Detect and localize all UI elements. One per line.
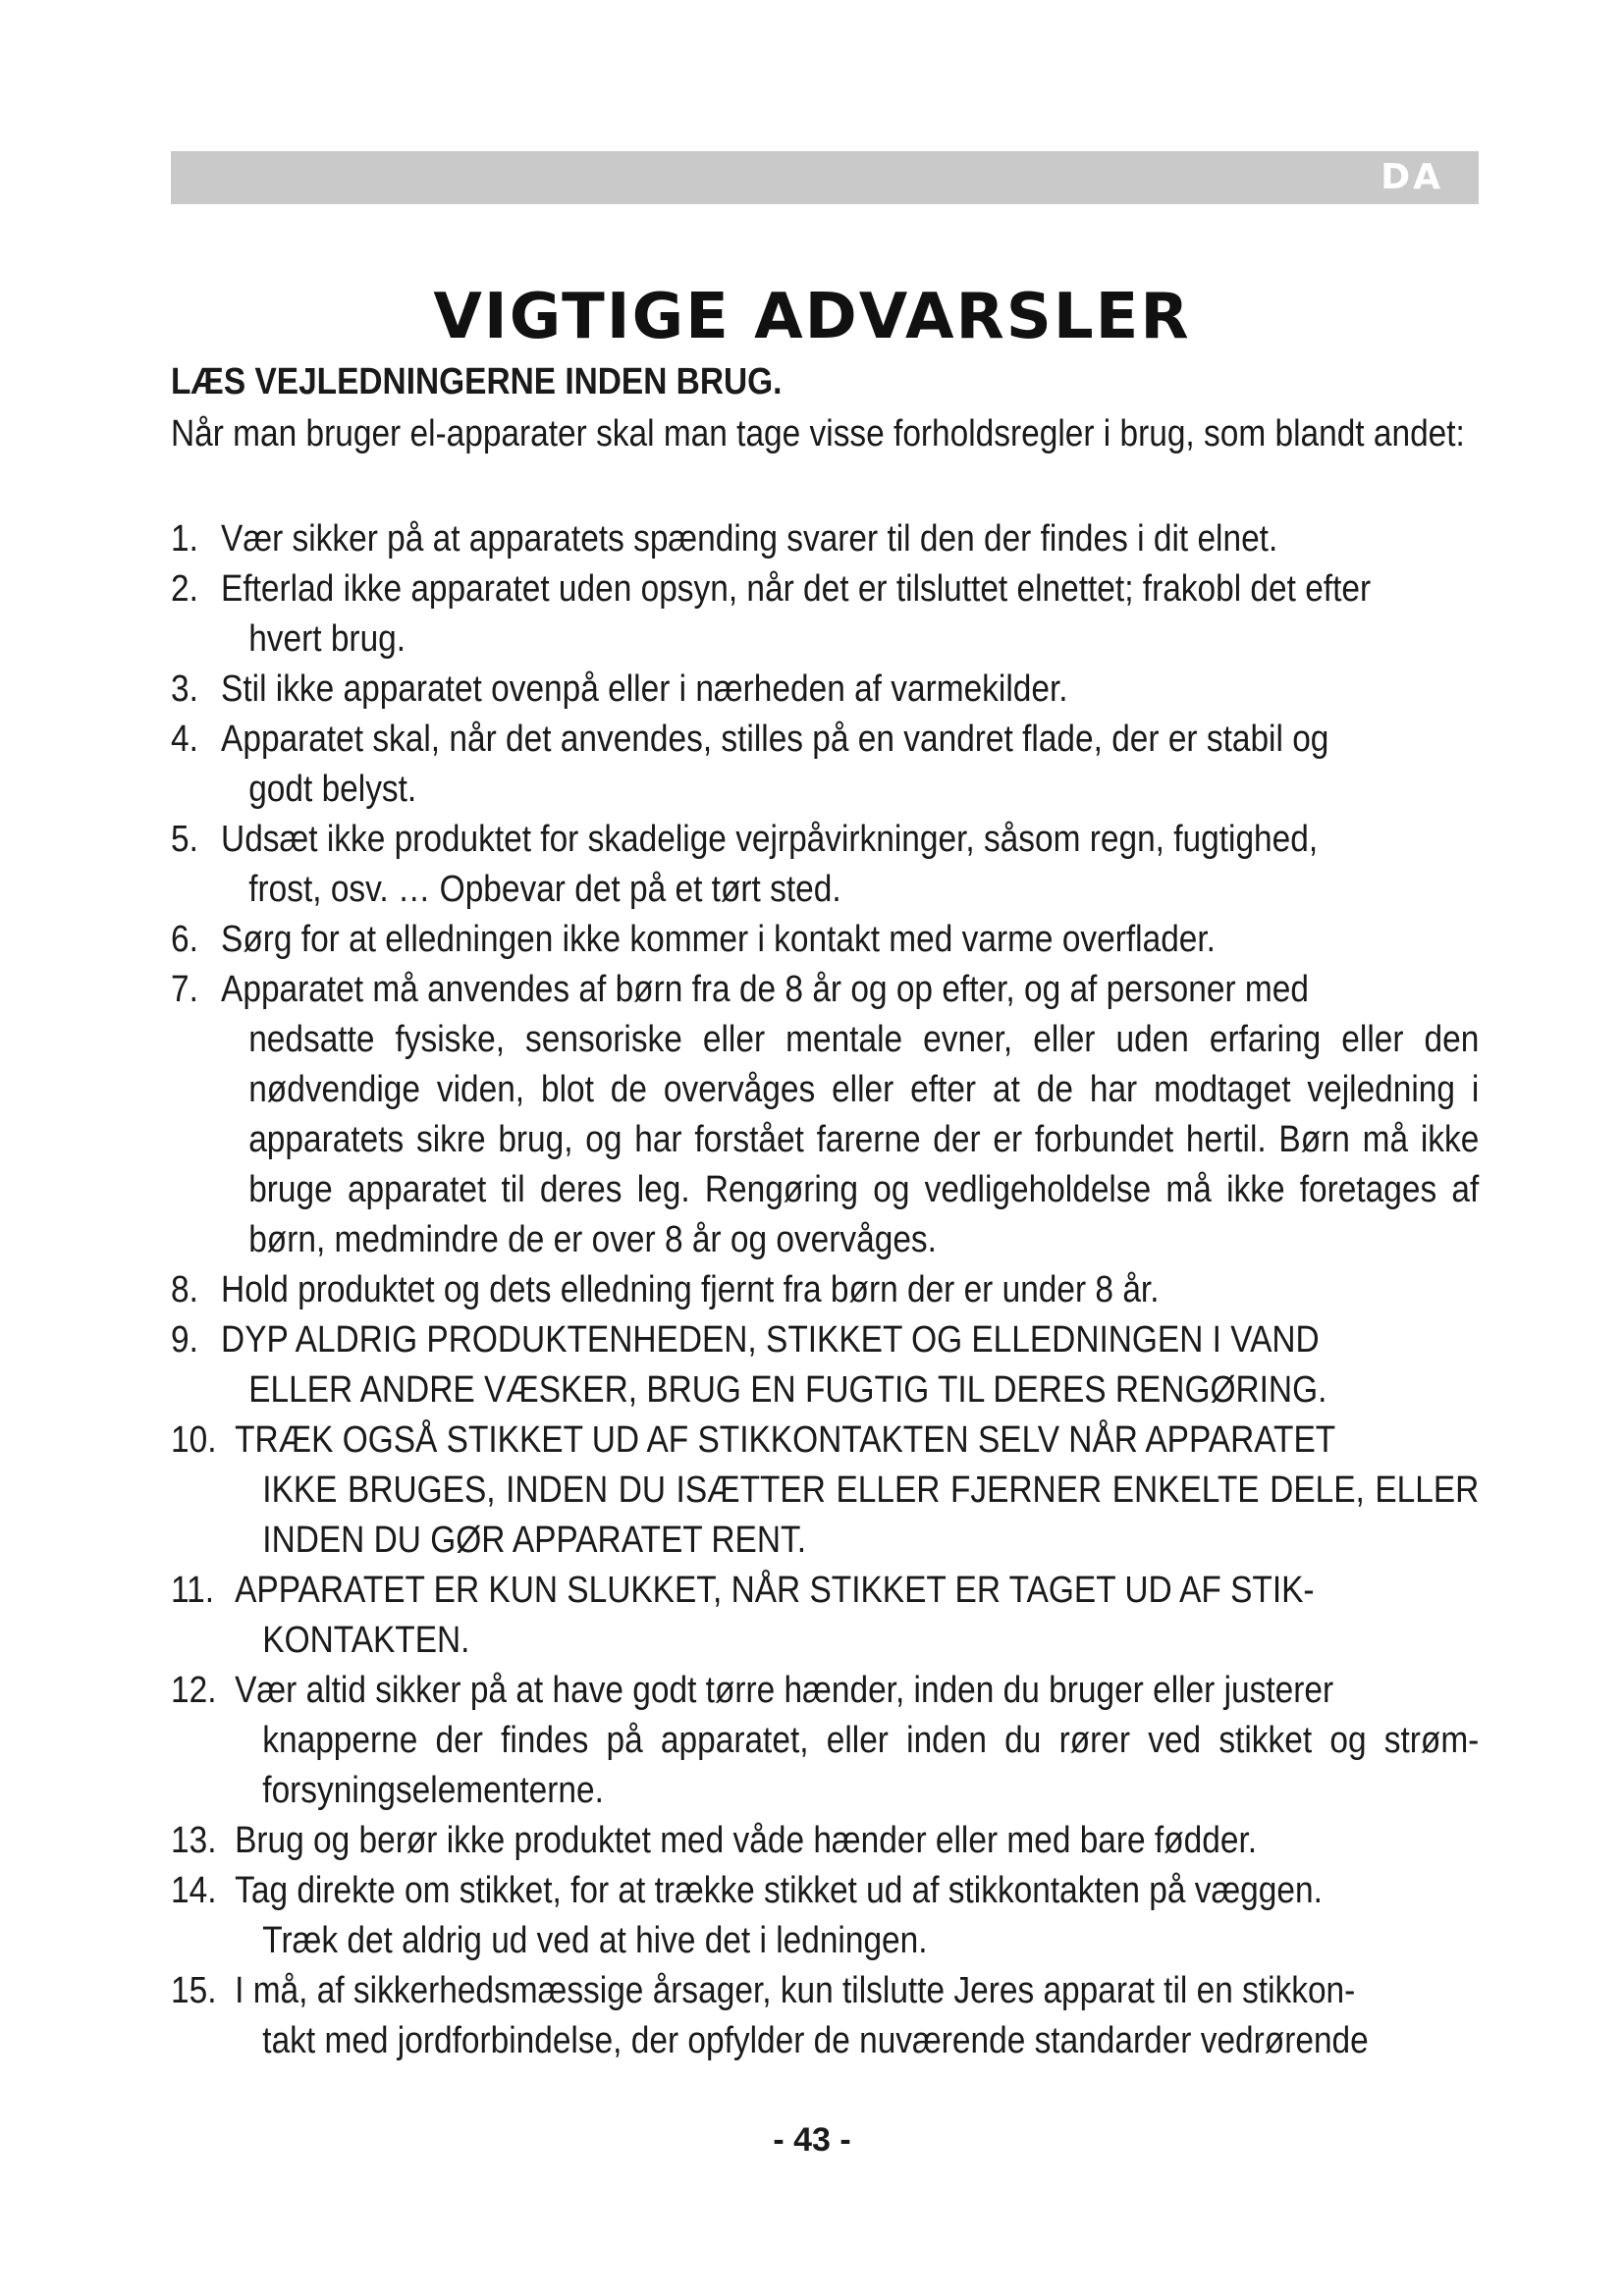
item-text: I må, af sikkerhedsmæssige årsager, kun tilslutte Jeres apparat til en stikkon- — [235, 1970, 1356, 2011]
list-item — [171, 514, 1479, 564]
item-text: Apparatet skal, når det anvendes, stilles på en vandret flade, der er stabil og — [221, 719, 1329, 760]
item-number: 10. — [171, 1419, 217, 1461]
page-title: VIGTIGE ADVARSLER — [433, 280, 1191, 353]
item-number: 9. — [171, 1319, 198, 1361]
item-number: 15. — [171, 1970, 217, 2011]
item-text: Vær altid sikker på at have godt tørre hænder, inden du bruger eller justerer — [235, 1670, 1334, 1711]
item-text-continued: takt med jordforbindelse, der opfylder de nuværende standarder vedrørende — [262, 2020, 1369, 2061]
page-number: - 43 - — [773, 2121, 851, 2159]
item-number: 4. — [171, 719, 198, 760]
item-number: 8. — [171, 1269, 198, 1310]
warnings-content — [171, 355, 1479, 2066]
language-bar — [171, 151, 1479, 204]
item-text: Vær sikker på at apparatets spænding svarer til den der findes i dit elnet. — [221, 518, 1278, 560]
list-item — [171, 1816, 1479, 1866]
item-text-continued: nedsatte fysiske, sensoriske eller mentale evner, eller uden erfaring eller den nødvendige viden, blot de overvåges eller efter at de har modtaget vejledning i apparatets sikre brug, og har forstået farerne der er forbundet hertil. Børn må ikke bruge apparatet til deres leg. Rengøring og vedligeholdelse må ikke foretages af børn, medmindre de er over 8 år og overvåges. — [248, 1019, 1480, 1260]
item-text: Efterlad ikke apparatet uden opsyn, når det er tilsluttet elnettet; frakobl det efter — [221, 568, 1372, 610]
item-number: 7. — [171, 969, 198, 1010]
item-text-continued: IKKE BRUGES, INDEN DU ISÆTTER ELLER FJERNER ENKELTE DELE, ELLER INDEN DU GØR APPARATET RENT. — [262, 1469, 1480, 1561]
item-text: DYP ALDRIG PRODUKTENHEDEN, STIKKET OG ELLEDNINGEN I VAND — [221, 1319, 1320, 1361]
list-item — [171, 915, 1479, 965]
list-item — [171, 715, 1479, 815]
item-number: 11. — [171, 1570, 215, 1611]
item-text: Udsæt ikke produktet for skadelige vejrpåvirkninger, såsom regn, fugtighed, — [221, 819, 1319, 860]
warnings-list — [171, 514, 1479, 2066]
item-text-continued: Træk det aldrig ud ved at hive det i ledningen. — [262, 1920, 928, 1961]
item-text-continued: KONTAKTEN. — [262, 1620, 470, 1661]
list-item — [171, 965, 1479, 1265]
language-code: DA — [1380, 157, 1443, 197]
item-text: Tag direkte om stikket, for at trække stikket ud af stikkontakten på væggen. — [235, 1870, 1323, 1911]
item-text: Brug og berør ikke produktet med våde hænder eller med bare fødder. — [235, 1820, 1258, 1861]
item-text-continued: godt belyst. — [248, 769, 417, 810]
list-item — [171, 1566, 1479, 1666]
list-item — [171, 1415, 1479, 1566]
item-number: 3. — [171, 668, 198, 710]
section-subtitle: LÆS VEJLEDNINGERNE INDEN BRUG. — [171, 361, 783, 402]
item-number: 2. — [171, 568, 198, 610]
item-number: 5. — [171, 819, 198, 860]
item-text: Hold produktet og dets elledning fjernt fra børn der er under 8 år. — [221, 1269, 1160, 1310]
list-item — [171, 1966, 1479, 2066]
item-number: 14. — [171, 1870, 217, 1911]
item-number: 6. — [171, 919, 198, 960]
list-item — [171, 665, 1479, 715]
item-text: Stil ikke apparatet ovenpå eller i nærheden af varmekilder. — [221, 668, 1068, 710]
list-item — [171, 564, 1479, 665]
list-item — [171, 815, 1479, 915]
intro-paragraph: Når man bruger el-apparater skal man tage visse forholdsregler i brug, som blandt andet: — [171, 413, 1465, 454]
item-number: 12. — [171, 1670, 217, 1711]
item-text: Sørg for at elledningen ikke kommer i kontakt med varme overflader. — [221, 919, 1216, 960]
list-item — [171, 1666, 1479, 1816]
list-item — [171, 1315, 1479, 1415]
item-text-continued: frost, osv. … Opbevar det på et tørt sted. — [248, 869, 841, 910]
item-text: TRÆK OGSÅ STIKKET UD AF STIKKONTAKTEN SELV NÅR APPARATET — [235, 1419, 1336, 1461]
item-number: 1. — [171, 518, 198, 560]
item-text: APPARATET ER KUN SLUKKET, NÅR STIKKET ER TAGET UD AF STIK- — [235, 1570, 1315, 1611]
item-text-continued: hvert brug. — [248, 618, 406, 660]
item-text-continued: ELLER ANDRE VÆSKER, BRUG EN FUGTIG TIL DERES RENGØRING. — [248, 1369, 1327, 1411]
item-text: Apparatet må anvendes af børn fra de 8 år og op efter, og af personer med — [221, 969, 1309, 1010]
list-item — [171, 1866, 1479, 1966]
item-text-continued: knapperne der findes på apparatet, eller inden du rører ved stikket og strøm-forsyningselementerne. — [262, 1720, 1480, 1811]
item-number: 13. — [171, 1820, 217, 1861]
list-item — [171, 1265, 1479, 1315]
